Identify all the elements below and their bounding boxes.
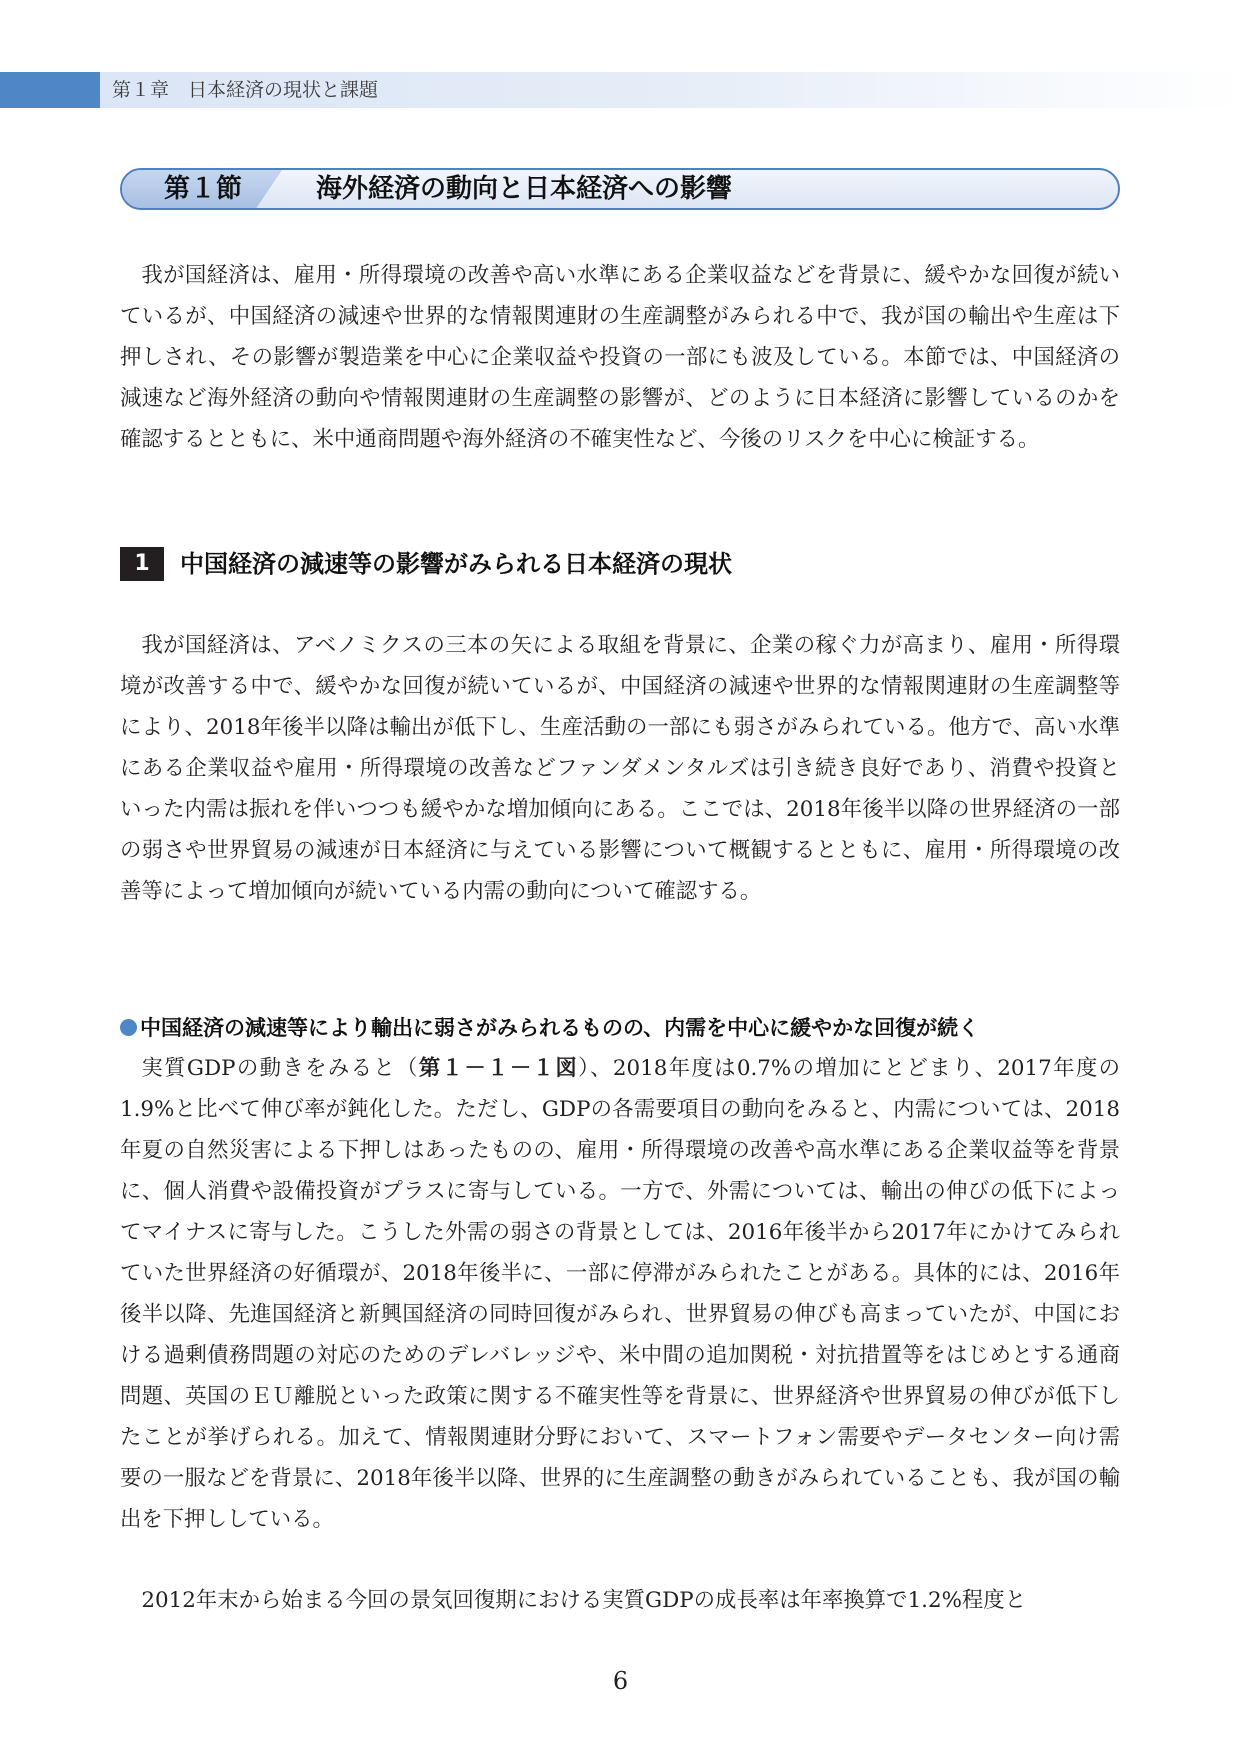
- section-banner: [120, 168, 1120, 210]
- bullet-heading: [120, 1008, 1120, 1048]
- section-number: 第１節: [164, 174, 243, 204]
- subsection-paragraph: 我が国経済は、アベノミクスの三本の矢による取組を背景に、企業の稼ぐ力が高まり、雇用・所得環境が改善する中で、緩やかな回復が続いているが、中国経済の減速や世界的な情報関連財の生産調整等により、2018年後半以降は輸出が低下し、生産活動の一部にも弱さがみられている。他方で、高い水準にある企業収益や雇用・所得環境の改善などファンダメンタルズは引き続き良好であり、消費や投資といった内需は振れを伴いつつも緩やかな増加傾向にある。ここでは、2018年後半以降の世界経済の一部の弱さや世界貿易の減速が日本経済に与えている影響について概観するとともに、雇用・所得環境の改善等によって増加傾向が続いている内需の動向について確認する。: [120, 633, 1120, 904]
- chapter-color-tab: [0, 72, 100, 108]
- bullet-heading-text: 中国経済の減速等により輸出に弱さがみられるものの、内需を中心に緩やかな回復が続く: [140, 1016, 980, 1040]
- paragraph-gdp-body: ）、2018年度は0.7%の増加にとどまり、2017年度の1.9%と比べて伸び率が鈍化した。ただし、GDPの各需要項目の動向をみると、内需については、2018年夏の自然災害による下押しはあったものの、雇用・所得環境の改善や高水準にある企業収益等を背景に、個人消費や設備投資がプラスに寄与している。一方で、外需については、輸出の伸びの低下によってマイナスに寄与した。こうした外需の弱さの背景としては、2016年後半から2017年にかけてみられていた世界経済の好循環が、2018年後半に、一部に停滞がみられたことがある。具体的には、2016年後半以降、先進国経済と新興国経済の同時回復がみられ、世界貿易の伸びも高まっていたが、中国における過剰債務問題の対応のためのデレバレッジや、米中間の追加関税・対抗措置等をはじめとする通商問題、英国のＥＵ離脱といった政策に関する不確実性等を背景に、世界経済や世界貿易の伸びが低下したことが挙げられる。加えて、情報関連財分野において、スマートフォン需要やデータセンター向け需要の一服などを背景に、2018年後半以降、世界的に生産調整の動きがみられていることも、我が国の輸出を下押ししている。: [120, 1056, 1120, 1532]
- subsection-number: 1: [120, 547, 164, 581]
- page-number: 6: [612, 1667, 629, 1695]
- subsection-heading: [120, 547, 1120, 581]
- chapter-title: 第１章 日本経済の現状と課題: [112, 79, 379, 101]
- paragraph-growth: 2012年末から始まる今回の景気回復期における実質GDPの成長率は年率換算で1.2%程度と: [141, 1588, 1027, 1613]
- paragraph-gdp: [120, 1048, 1120, 1540]
- subsection-title: 中国経済の減速等の影響がみられる日本経済の現状: [180, 550, 732, 578]
- paragraph-gdp-lead: 実質GDPの動きをみると（: [141, 1056, 419, 1081]
- intro-paragraph: 我が国経済は、雇用・所得環境の改善や高い水準にある企業収益などを背景に、緩やかな回復が続いているが、中国経済の減速や世界的な情報関連財の生産調整がみられる中で、我が国の輸出や生産は下押しされ、その影響が製造業を中心に企業収益や投資の一部にも波及している。本節では、中国経済の減速など海外経済の動向や情報関連財の生産調整の影響が、どのように日本経済に影響しているのかを確認するとともに、米中通商問題や海外経済の不確実性など、今後のリスクを中心に検証する。: [120, 263, 1120, 452]
- figure-reference: 第１－１－１図: [418, 1056, 579, 1081]
- section-title: 海外経済の動向と日本経済への影響: [316, 174, 733, 204]
- chapter-header-bar: [0, 72, 1241, 108]
- bullet-dot-icon: [120, 1019, 137, 1036]
